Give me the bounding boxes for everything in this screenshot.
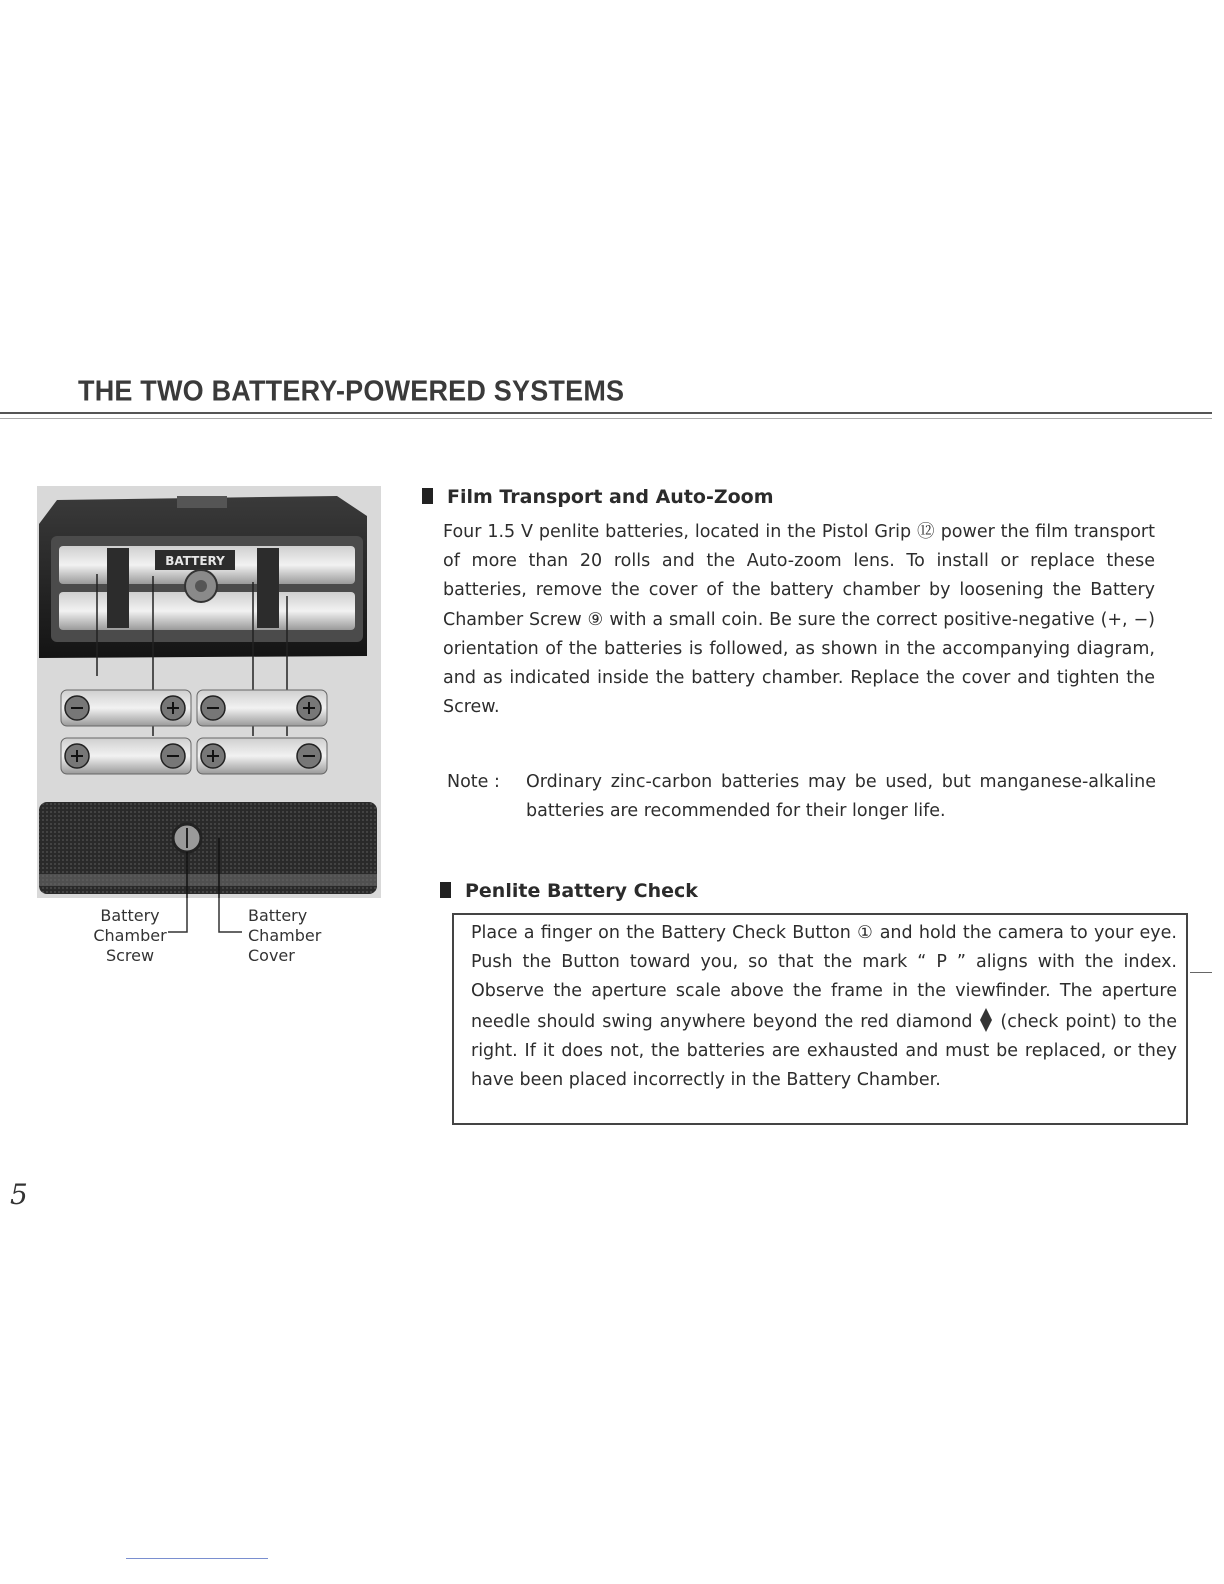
battery-chamber-photo [37, 486, 381, 898]
caption-cover-line-1: Battery [248, 906, 308, 925]
caption-battery-chamber-cover [248, 906, 348, 966]
square-bullet-icon [440, 882, 451, 898]
footer-line [126, 1558, 268, 1559]
heading-text: Film Transport and Auto-Zoom [447, 486, 774, 508]
title-rule [0, 412, 1212, 414]
section-heading-penlite-check [440, 880, 698, 902]
square-bullet-icon [422, 488, 433, 504]
edge-mark [1190, 972, 1212, 973]
heading-text: Penlite Battery Check [465, 880, 698, 902]
check-text-before: Place a finger on the Battery Check Button ① and hold the camera to your eye. Push the Button toward you, so that the mark “ P ” aligns with the index. Observe the aperture scale above the frame in the viewfinder. The aperture needle should swing anywhere beyond the red diamond [471, 923, 1177, 1032]
note-label: Note : [447, 772, 500, 792]
red-diamond-icon [979, 1007, 993, 1033]
page-number: 5 [10, 1178, 28, 1211]
caption-screw-line-3: Screw [105, 946, 155, 965]
caption-battery-chamber-screw [80, 906, 180, 966]
section-heading-film-transport [422, 486, 774, 508]
caption-screw-line-1: Battery [100, 906, 160, 925]
photo-battery-label: BATTERY [165, 554, 225, 568]
note-text: Ordinary zinc-carbon batteries may be used, but manganese-alkaline batteries are recommended for their longer life. [526, 772, 1156, 822]
caption-screw-line-2: Chamber [93, 926, 167, 945]
film-transport-paragraph: Four 1.5 V penlite batteries, located in the Pistol Grip ⑫ power the film transport of more than 20 rolls and the Auto-zoom lens. To install or replace these batteries, remove the cover of the battery chamber by loosening the Battery Chamber Screw ⑨ with a small coin. Be sure the correct positive-negative (+, −) orientation of the batteries is followed, as shown in the accompanying diagram, and as indicated inside the battery chamber. Replace the cover and tighten the Screw. [443, 522, 1155, 718]
battery-check-box [452, 913, 1188, 1125]
check-text-after: (check point) to the right. If it does not, the batteries are exhausted and must be replaced, or they have been placed incorrectly in the Battery Chamber. [471, 1011, 1177, 1091]
page-title: THE TWO BATTERY-POWERED SYSTEMS [78, 375, 625, 407]
title-rule-thin [0, 418, 1212, 419]
battery-check-paragraph [471, 919, 1177, 1095]
caption-cover-line-3: Cover [248, 946, 295, 965]
caption-cover-line-2: Chamber [248, 926, 322, 945]
